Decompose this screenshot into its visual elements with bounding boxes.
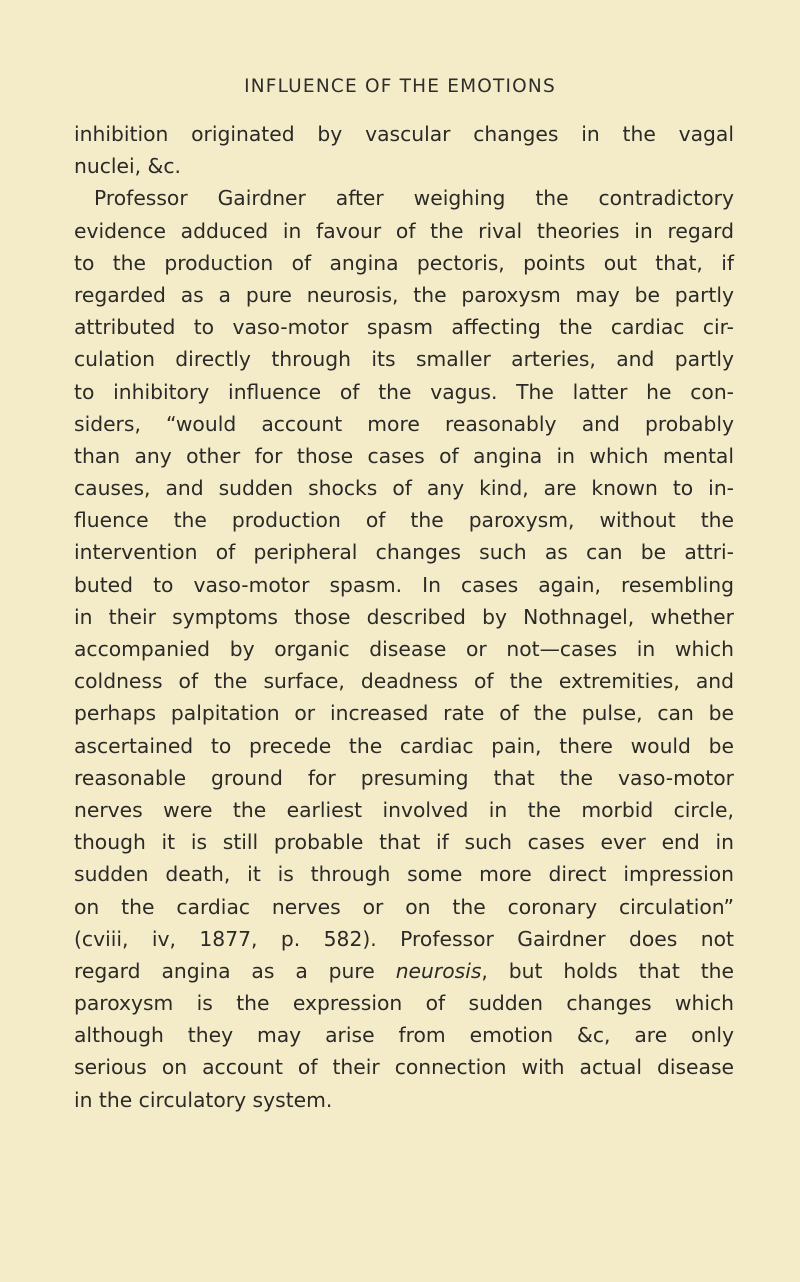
italic-term: neurosis xyxy=(395,958,482,983)
text-line: inhibition originated by vascular changes in the vagal xyxy=(74,122,734,146)
text-line: serious on account of their connection with actual disease xyxy=(74,1055,734,1080)
text-line: perhaps palpitation or increased rate of the pulse, can be xyxy=(74,701,734,726)
text-line: to inhibitory influence of the vagus. The latter he con- xyxy=(74,379,734,404)
text-line: attributed to vaso-motor spasm affecting the cardiac cir- xyxy=(74,315,734,340)
text-line: causes, and sudden shocks of any kind, are known to in- xyxy=(74,476,734,501)
text-line: fluence the production of the paroxysm, without the xyxy=(74,508,734,533)
text-line: intervention of peripheral changes such as can be attri- xyxy=(74,540,734,565)
text-line: though it is still probable that if such cases ever end in xyxy=(74,830,734,855)
text-line: sudden death, it is through some more direct impression xyxy=(74,862,734,887)
text-line: than any other for those cases of angina in which mental xyxy=(74,443,734,468)
text-line: to the production of angina pectoris, points out that, if xyxy=(74,250,734,275)
text-line: siders, “would account more reasonably and probably xyxy=(74,411,734,436)
body-text xyxy=(74,118,734,1116)
text-line: nuclei, &c. xyxy=(74,154,181,179)
text-line: buted to vaso-motor spasm. In cases again, resembling xyxy=(74,572,734,597)
text-line: in the circulatory system. xyxy=(74,1087,333,1112)
text-line: regarded as a pure neurosis, the paroxysm may be partly xyxy=(74,282,734,307)
text-line: culation directly through its smaller arteries, and partly xyxy=(74,347,734,372)
text-line: ascertained to precede the cardiac pain, there would be xyxy=(74,733,734,758)
text-line: although they may arise from emotion &c, are only xyxy=(74,1023,734,1048)
text-line: accompanied by organic disease or not—cases in which xyxy=(74,637,734,661)
running-head: INFLUENCE OF THE EMOTIONS xyxy=(244,76,556,97)
text-line: coldness of the surface, deadness of the extremities, and xyxy=(74,669,734,694)
text-line-with-italic: regard angina as a pure neurosis, but holds that the xyxy=(74,958,734,983)
text-line: (cviii, iv, 1877, p. 582). Professor Gairdner does not xyxy=(74,926,734,951)
text-line: paroxysm is the expression of sudden changes which xyxy=(74,991,734,1016)
text-line: in their symptoms those described by Nothnagel, whether xyxy=(74,604,734,629)
text-line: nerves were the earliest involved in the morbid circle, xyxy=(74,797,734,822)
text-line: on the cardiac nerves or on the coronary circulation” xyxy=(74,894,734,919)
text-line: Professor Gairdner after weighing the contradictory xyxy=(94,186,734,211)
text-line: evidence adduced in favour of the rival theories in regard xyxy=(74,218,734,243)
text-line: reasonable ground for presuming that the vaso-motor xyxy=(74,765,734,790)
